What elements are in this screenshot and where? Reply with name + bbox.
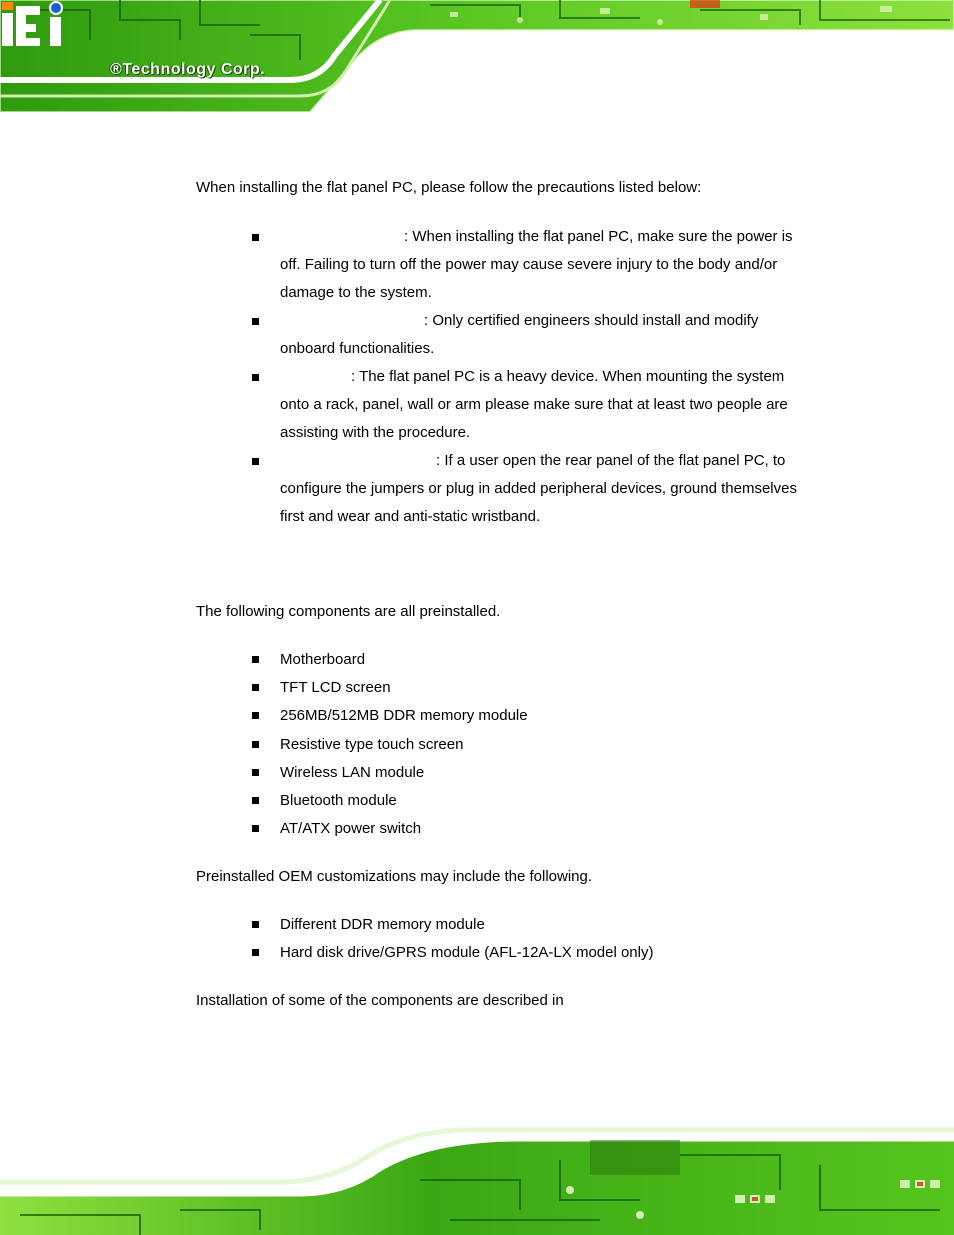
square-bullet-icon bbox=[252, 374, 259, 381]
precautions-intro: When installing the flat panel PC, please follow the precautions listed below: bbox=[196, 179, 702, 196]
company-name: ®Technology Corp. bbox=[110, 61, 266, 78]
square-bullet-icon bbox=[252, 825, 259, 832]
square-bullet-icon bbox=[252, 769, 259, 776]
square-bullet-icon bbox=[252, 712, 259, 719]
precaution-item: : If a user open the rear panel of the flat panel PC, to configure the jumpers or plug in added peripheral devices, ground themselves first and wear and anti-static wristband. bbox=[252, 447, 832, 531]
square-bullet-icon bbox=[252, 318, 259, 325]
precaution-item: : The flat panel PC is a heavy device. When mounting the system onto a rack, panel, wall or arm please make sure that at least two people are assisting with the procedure. bbox=[252, 363, 832, 447]
square-bullet-icon bbox=[252, 741, 259, 748]
square-bullet-icon bbox=[252, 458, 259, 465]
precaution-item: : Only certified engineers should install and modify onboard functionalities. bbox=[252, 307, 832, 363]
closing-text: Installation of some of the components are described in bbox=[196, 992, 564, 1009]
components-intro: The following components are all preinstalled. bbox=[196, 603, 501, 620]
circuit-board-graphic bbox=[0, 0, 954, 112]
square-bullet-icon bbox=[252, 684, 259, 691]
square-bullet-icon bbox=[252, 921, 259, 928]
header-banner bbox=[0, 0, 954, 112]
precautions-list bbox=[252, 223, 832, 531]
square-bullet-icon bbox=[252, 797, 259, 804]
precaution-item: : When installing the flat panel PC, make sure the power is off. Failing to turn off the power may cause severe injury to the body and/or damage to the system. bbox=[252, 223, 832, 307]
footer-banner bbox=[0, 1120, 954, 1235]
square-bullet-icon bbox=[252, 656, 259, 663]
square-bullet-icon bbox=[252, 234, 259, 241]
oem-intro: Preinstalled OEM customizations may include the following. bbox=[196, 868, 593, 885]
circuit-board-graphic bbox=[0, 1120, 954, 1235]
iei-logo-icon bbox=[0, 0, 70, 50]
square-bullet-icon bbox=[252, 949, 259, 956]
